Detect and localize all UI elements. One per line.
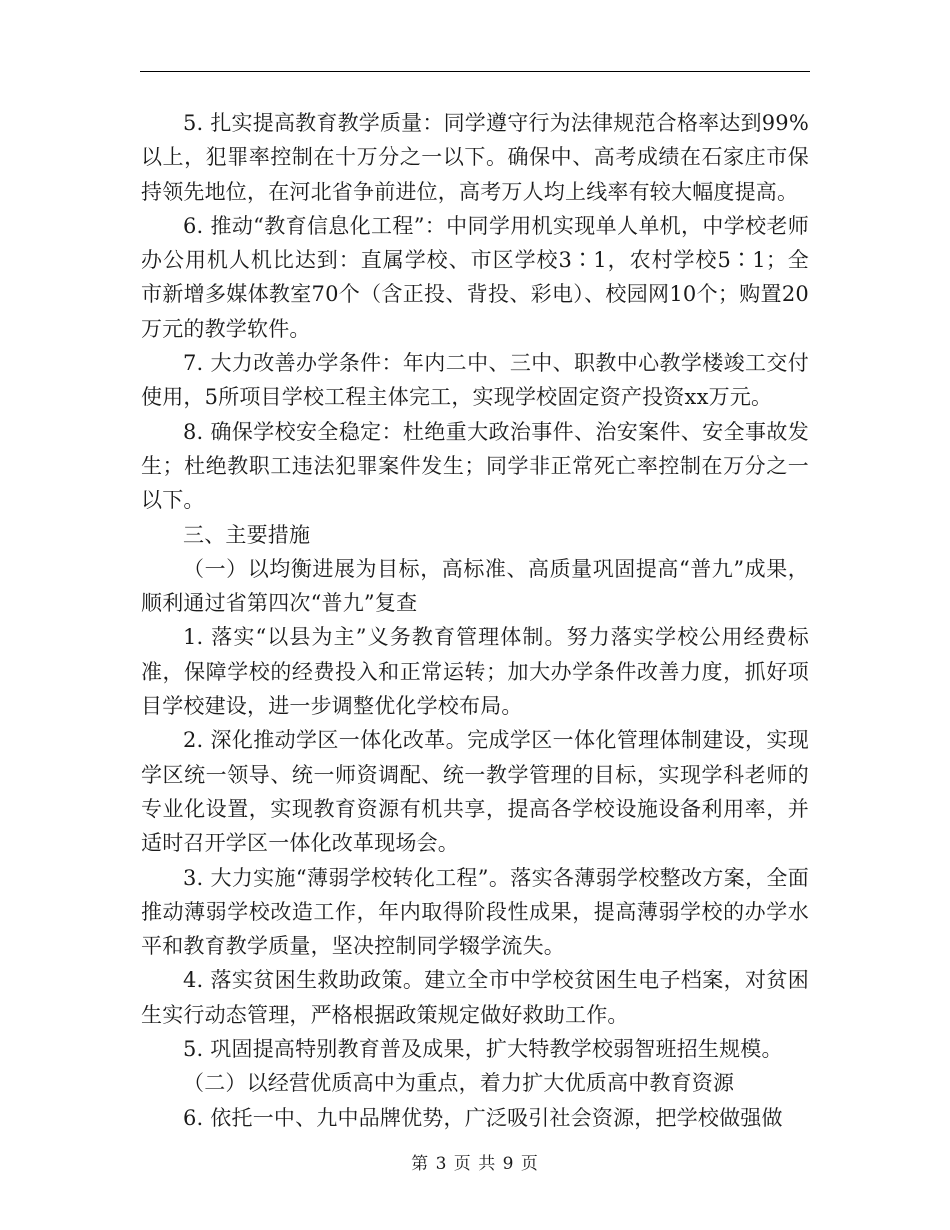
paragraph-goal-7: 7. 大力改善办学条件：年内二中、三中、职教中心教学楼竣工交付使用，5所项目学校工程主体完工，实现学校固定资产投资xx万元。 — [141, 351, 809, 410]
header-rule — [140, 71, 810, 72]
paragraph-measure-2: 2. 深化推动学区一体化改革。完成学区一体化管理体制建设，实现学区统一领导、统一师资调配、统一教学管理的目标，实现学科老师的专业化设置，实现教育资源有机共享，提高各学校设施设备利用率，并适时召开学区一体化改革现场会。 — [141, 728, 809, 856]
paragraph-goal-6: 6. 推动“教育信息化工程”：中同学用机实现单人单机，中学校老师办公用机人机比达到：直属学校、市区学校3∶1，农村学校5∶1；全市新增多媒体教室70个（含正投、背投、彩电）、校园网10个；购置20万元的教学软件。 — [141, 213, 809, 341]
paragraph-measure-4: 4. 落实贫困生救助政策。建立全市中学校贫困生电子档案，对贫困生实行动态管理，严格根据政策规定做好救助工作。 — [141, 968, 809, 1027]
paragraph-goal-5: 5. 扎实提高教育教学质量：同学遵守行为法律规范合格率达到99%以上，犯罪率控制在十万分之一以下。确保中、高考成绩在石家庄市保持领先地位，在河北省争前进位，高考万人均上线率有较大幅度提高。 — [141, 111, 809, 204]
subsection-heading-2: （二）以经营优质高中为重点，着力扩大优质高中教育资源 — [183, 1071, 735, 1096]
paragraph-measure-6: 6. 依托一中、九中品牌优势，广泛吸引社会资源，把学校做强做 — [183, 1105, 783, 1130]
document-body — [141, 106, 809, 1135]
section-heading: 三、主要措施 — [183, 522, 311, 547]
paragraph-measure-3: 3. 大力实施“薄弱学校转化工程”。落实各薄弱学校整改方案，全面推动薄弱学校改造工作，年内取得阶段性成果，提高薄弱学校的办学水平和教育教学质量，坚决控制同学辍学流失。 — [141, 865, 809, 959]
paragraph-goal-8: 8. 确保学校安全稳定：杜绝重大政治事件、治安案件、安全事故发生；杜绝教职工违法犯罪案件发生；同学非正常死亡率控制在万分之一以下。 — [141, 419, 809, 513]
paragraph-measure-1: 1. 落实“以县为主”义务教育管理体制。努力落实学校公用经费标准，保障学校的经费投入和正常运转；加大办学条件改善力度，抓好项目学校建设，进一步调整优化学校布局。 — [141, 625, 809, 719]
paragraph-measure-5: 5. 巩固提高特别教育普及成果，扩大特教学校弱智班招生规模。 — [183, 1037, 783, 1062]
subsection-heading-1: （一）以均衡进展为目标，高标准、高质量巩固提高“普九”成果，顺利通过省第四次“普九”复查 — [141, 556, 809, 616]
page-number: 第 3 页 共 9 页 — [411, 1154, 539, 1174]
